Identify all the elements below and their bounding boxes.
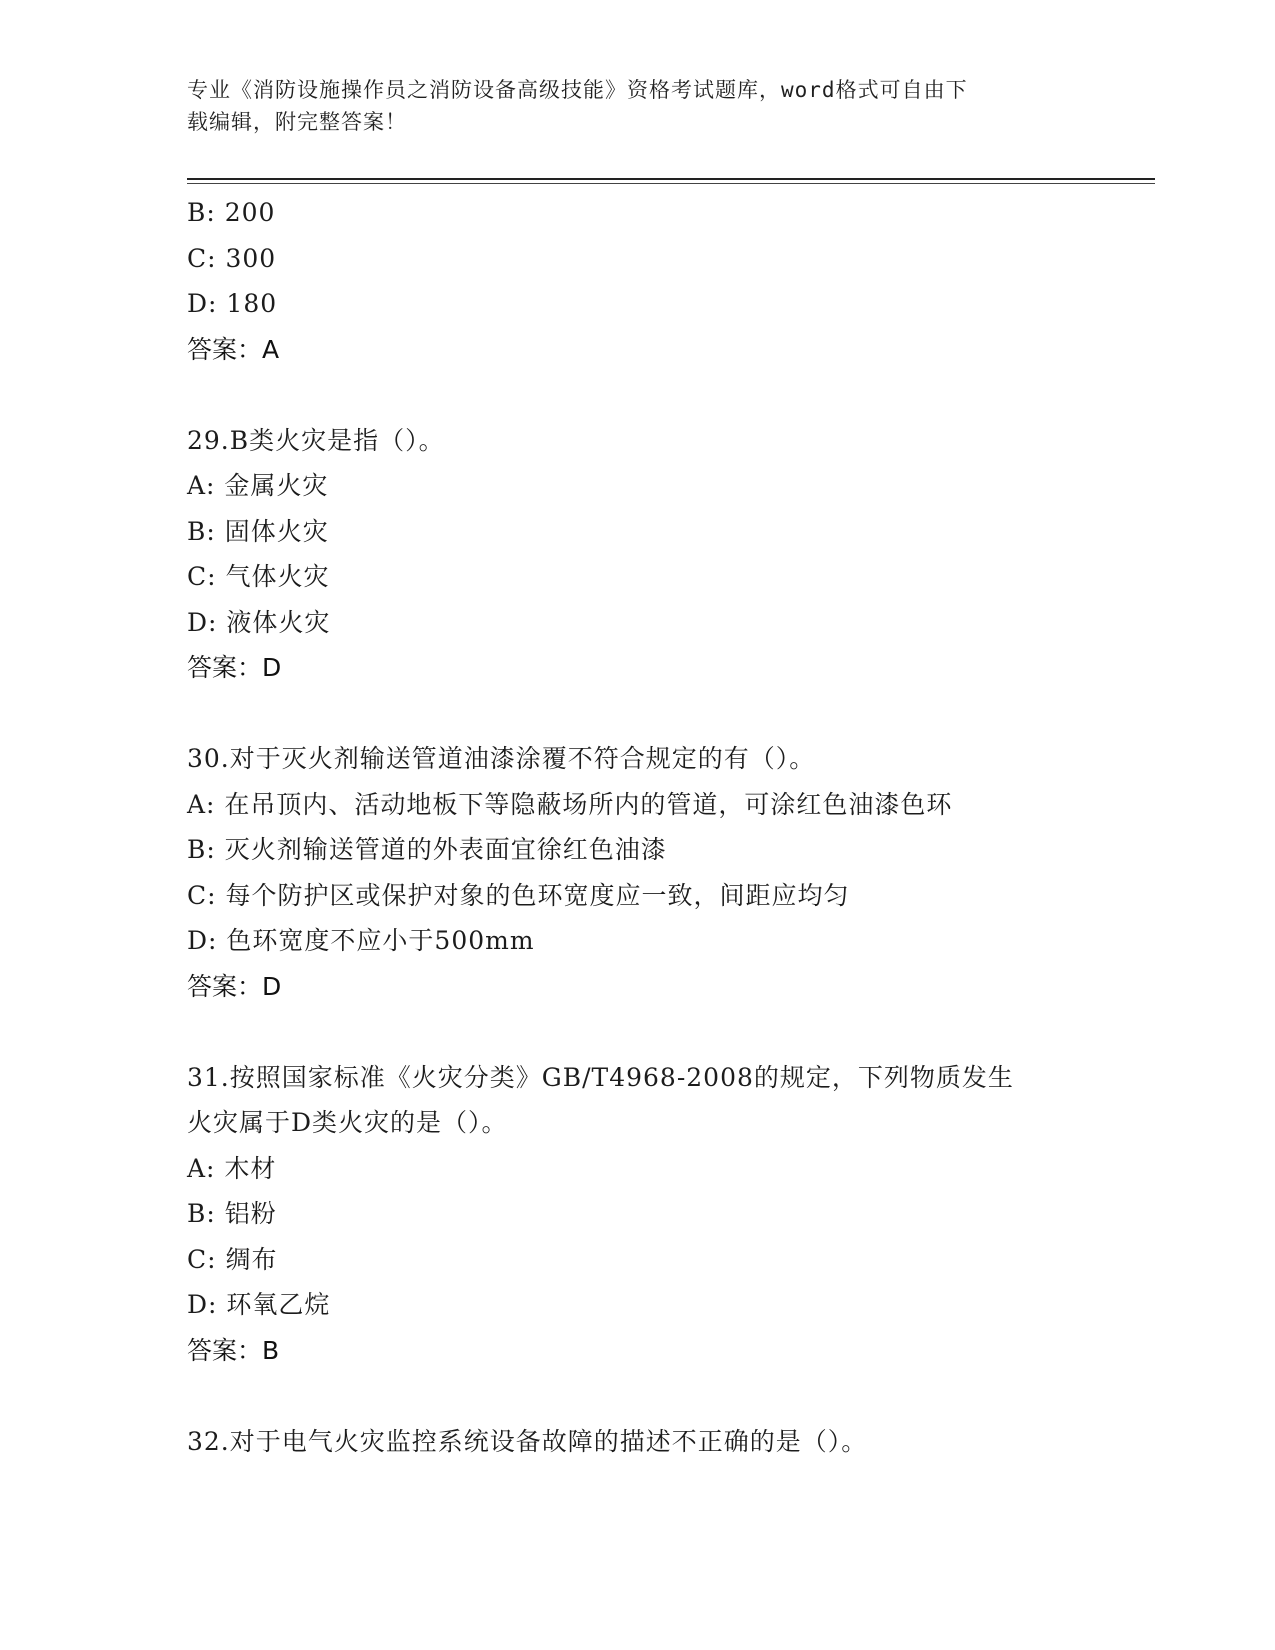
question-list [187, 190, 1087, 1464]
question-31 [187, 1055, 1087, 1374]
option-d: D: 180 [187, 289, 278, 318]
question-29 [187, 418, 1087, 691]
header-divider-thin [187, 183, 1155, 184]
option-d: D: 色环宽度不应小于500mm [187, 926, 535, 955]
answer: 答案：A [187, 334, 280, 364]
document-header [187, 74, 1067, 138]
option-c: C: 每个防护区或保护对象的色环宽度应一致，间距应均匀 [187, 880, 850, 910]
option-b: B: 200 [187, 198, 276, 227]
header-divider-thick [187, 178, 1155, 180]
answer: 答案：D [187, 971, 282, 1001]
option-c: C: 绸布 [187, 1244, 278, 1274]
option-a: A: 金属火灾 [187, 471, 329, 500]
question-stem-line-2: 火灾属于D类火灾的是（）。 [187, 1108, 508, 1137]
option-c: C: 300 [187, 243, 277, 273]
spacer [187, 1373, 1087, 1419]
option-a: A: 在吊顶内、活动地板下等隐蔽场所内的管道，可涂红色油漆色环 [187, 789, 953, 819]
spacer [187, 1009, 1087, 1055]
spacer [187, 691, 1087, 737]
option-b: B: 灭火剂输送管道的外表面宜徐红色油漆 [187, 835, 667, 864]
header-line-2: 载编辑，附完整答案！ [187, 110, 407, 134]
question-stem: 30.对于灭火剂输送管道油漆涂覆不符合规定的有（）。 [187, 744, 816, 773]
answer: 答案：D [187, 653, 282, 682]
option-c: C: 气体火灾 [187, 562, 330, 591]
question-stem: 29.B类火灾是指（）。 [187, 425, 445, 455]
header-line-1: 专业《消防设施操作员之消防设备高级技能》资格考试题库，word格式可自由下 [187, 78, 968, 102]
option-a: A: 木材 [187, 1153, 277, 1183]
option-b: B: 固体火灾 [187, 516, 329, 546]
option-b: B: 铝粉 [187, 1199, 277, 1228]
option-d: D: 环氧乙烷 [187, 1290, 331, 1319]
question-32 [187, 1419, 1087, 1465]
answer: 答案：B [187, 1335, 280, 1365]
question-stem: 32.对于电气火灾监控系统设备故障的描述不正确的是（）。 [187, 1426, 868, 1456]
question-30 [187, 736, 1087, 1009]
question-28 [187, 190, 1087, 372]
spacer [187, 372, 1087, 418]
question-stem-line-1: 31.按照国家标准《火灾分类》GB/T4968-2008的规定，下列物质发生 [187, 1062, 1014, 1092]
option-d: D: 液体火灾 [187, 607, 331, 637]
